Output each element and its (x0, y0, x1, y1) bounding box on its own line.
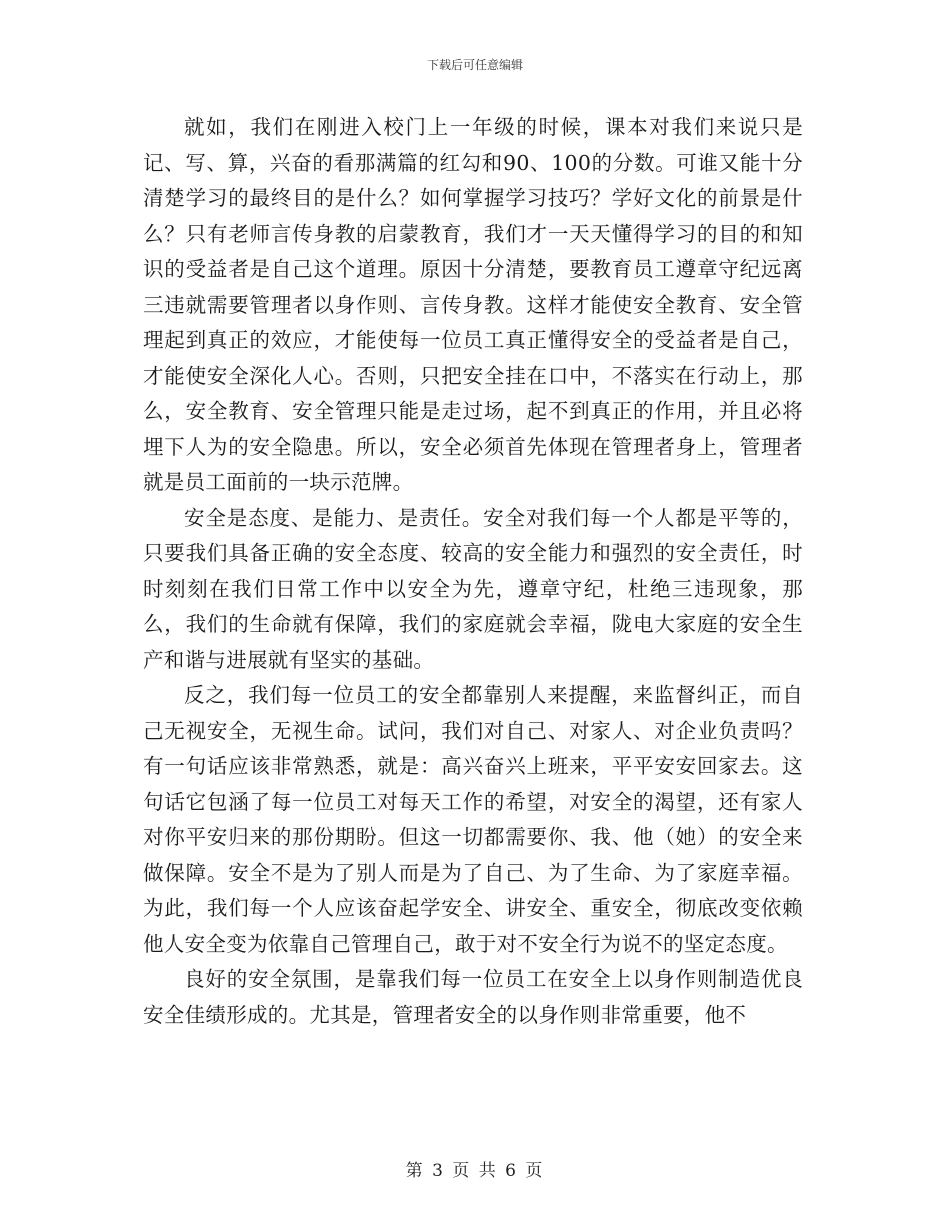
paragraph-2: 安全是态度、是能力、是责任。安全对我们每一个人都是平等的，只要我们具备正确的安全态度、较高的安全能力和强烈的安全责任，时时刻刻在我们日常工作中以安全为先，遵章守纪，杜绝三违现象，那么，我们的生命就有保障，我们的家庭就会幸福，陇电大家庭的安全生产和谐与进展就有坚实的基础。 (143, 505, 803, 672)
paragraph-1: 就如，我们在刚进入校门上一年级的时候，课本对我们来说只是记、写、算，兴奋的看那满篇的红勾和90、100的分数。可谁又能十分清楚学习的最终目的是什么？如何掌握学习技巧？学好文化的前景是什么？只有老师言传身教的启蒙教育，我们才一天天懂得学习的目的和知识的受益者是自己这个道理。原因十分清楚，要教育员工遵章守纪远离三违就需要管理者以身作则、言传身教。这样才能使安全教育、安全管理起到真正的效应，才能使每一位员工真正懂得安全的受益者是自己，才能使安全深化人心。否则，只把安全挂在口中，不落实在行动上，那么，安全教育、安全管理只能是走过场，起不到真正的作用，并且必将埋下人为的安全隐患。所以，安全必须首先体现在管理者身上，管理者就是员工面前的一块示范牌。 (143, 115, 803, 494)
page-number: 第 3 页 共 6 页 (405, 1161, 545, 1181)
document-body (143, 110, 803, 1033)
paragraph-4: 良好的安全氛围，是靠我们每一位员工在安全上以身作则制造优良安全佳绩形成的。尤其是，管理者安全的以身作则非常重要，他不 (143, 967, 803, 1027)
paragraph-3: 反之，我们每一位员工的安全都靠别人来提醒，来监督纠正，而自己无视安全，无视生命。试问，我们对自己、对家人、对企业负责吗？有一句话应该非常熟悉，就是：高兴奋兴上班来，平平安安回家去。这句话它包涵了每一位员工对每天工作的希望，对安全的渴望，还有家人对你平安归来的那份期盼。但这一切都需要你、我、他（她）的安全来做保障。安全不是为了别人而是为了自己、为了生命、为了家庭幸福。为此，我们每一个人应该奋起学安全、讲安全、重安全，彻底改变依赖他人安全变为依靠自己管理自己，敢于对不安全行为说不的坚定态度。 (143, 683, 803, 956)
page-header-note: 下载后可任意编辑 (426, 58, 523, 72)
